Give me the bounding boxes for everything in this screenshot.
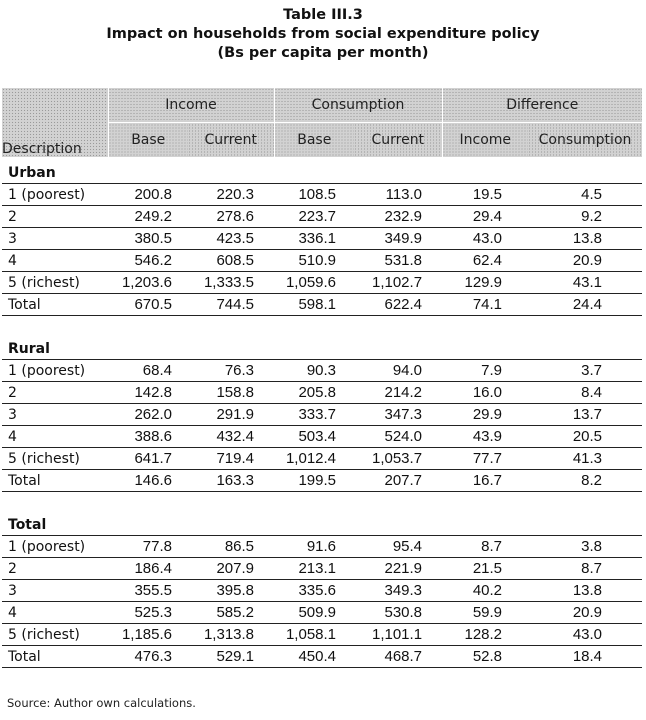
value-cell: 205.8 — [274, 382, 354, 404]
table-row — [2, 294, 642, 316]
value-cell: 128.2 — [442, 624, 528, 646]
value-cell: 221.9 — [354, 558, 442, 580]
value-cell: 142.8 — [108, 382, 188, 404]
value-cell: 450.4 — [274, 646, 354, 668]
value-cell: 68.4 — [108, 360, 188, 382]
header-income: Income — [108, 88, 274, 123]
row-label: 4 — [2, 250, 108, 272]
value-cell: 77.7 — [442, 448, 528, 470]
value-cell: 7.9 — [442, 360, 528, 382]
value-cell: 20.9 — [528, 602, 642, 624]
table-row — [2, 184, 642, 206]
value-cell: 744.5 — [188, 294, 274, 316]
value-cell: 503.4 — [274, 426, 354, 448]
spacer-cell — [2, 316, 642, 334]
row-label: 5 (richest) — [2, 272, 108, 294]
value-cell: 220.3 — [188, 184, 274, 206]
value-cell: 199.5 — [274, 470, 354, 492]
row-label: 2 — [2, 206, 108, 228]
row-label: 3 — [2, 404, 108, 426]
table-row — [2, 558, 642, 580]
value-cell: 355.5 — [108, 580, 188, 602]
value-cell: 4.5 — [528, 184, 642, 206]
table-row — [2, 272, 642, 294]
value-cell: 59.9 — [442, 602, 528, 624]
value-cell: 43.1 — [528, 272, 642, 294]
table-row — [2, 646, 642, 668]
value-cell: 76.3 — [188, 360, 274, 382]
header-difference-income: Income — [442, 123, 528, 158]
row-label: 1 (poorest) — [2, 360, 108, 382]
value-cell: 86.5 — [188, 536, 274, 558]
table-row — [2, 580, 642, 602]
value-cell: 3.8 — [528, 536, 642, 558]
row-label: Total — [2, 470, 108, 492]
value-cell: 29.4 — [442, 206, 528, 228]
value-cell: 16.7 — [442, 470, 528, 492]
value-cell: 423.5 — [188, 228, 274, 250]
value-cell: 249.2 — [108, 206, 188, 228]
value-cell: 91.6 — [274, 536, 354, 558]
value-cell: 232.9 — [354, 206, 442, 228]
row-label: 2 — [2, 382, 108, 404]
section-header-row — [2, 509, 642, 536]
value-cell: 510.9 — [274, 250, 354, 272]
value-cell: 200.8 — [108, 184, 188, 206]
value-cell: 509.9 — [274, 602, 354, 624]
value-cell: 8.7 — [528, 558, 642, 580]
value-cell: 146.6 — [108, 470, 188, 492]
source-note: Source: Author own calculations. — [7, 696, 196, 710]
value-cell: 18.4 — [528, 646, 642, 668]
value-cell: 531.8 — [354, 250, 442, 272]
value-cell: 207.9 — [188, 558, 274, 580]
section-spacer — [2, 316, 642, 334]
value-cell: 108.5 — [274, 184, 354, 206]
value-cell: 1,058.1 — [274, 624, 354, 646]
data-table — [2, 88, 642, 668]
value-cell: 262.0 — [108, 404, 188, 426]
value-cell: 291.9 — [188, 404, 274, 426]
section-header-row — [2, 333, 642, 360]
section-title: Urban — [2, 157, 642, 184]
value-cell: 213.1 — [274, 558, 354, 580]
value-cell: 380.5 — [108, 228, 188, 250]
table-row — [2, 602, 642, 624]
value-cell: 8.7 — [442, 536, 528, 558]
value-cell: 20.5 — [528, 426, 642, 448]
section-title: Rural — [2, 333, 642, 360]
value-cell: 349.3 — [354, 580, 442, 602]
row-label: 1 (poorest) — [2, 536, 108, 558]
value-cell: 641.7 — [108, 448, 188, 470]
table-row — [2, 250, 642, 272]
value-cell: 1,313.8 — [188, 624, 274, 646]
row-label: 3 — [2, 228, 108, 250]
value-cell: 8.2 — [528, 470, 642, 492]
header-difference: Difference — [442, 88, 642, 123]
value-cell: 40.2 — [442, 580, 528, 602]
value-cell: 1,059.6 — [274, 272, 354, 294]
value-cell: 62.4 — [442, 250, 528, 272]
value-cell: 388.6 — [108, 426, 188, 448]
value-cell: 1,185.6 — [108, 624, 188, 646]
value-cell: 95.4 — [354, 536, 442, 558]
value-cell: 74.1 — [442, 294, 528, 316]
value-cell: 336.1 — [274, 228, 354, 250]
value-cell: 333.7 — [274, 404, 354, 426]
value-cell: 1,053.7 — [354, 448, 442, 470]
value-cell: 13.8 — [528, 228, 642, 250]
row-label: Total — [2, 294, 108, 316]
table-title: Impact on households from social expenditure policy — [106, 26, 540, 42]
value-cell: 622.4 — [354, 294, 442, 316]
value-cell: 24.4 — [528, 294, 642, 316]
value-cell: 468.7 — [354, 646, 442, 668]
value-cell: 223.7 — [274, 206, 354, 228]
row-label: 4 — [2, 602, 108, 624]
value-cell: 395.8 — [188, 580, 274, 602]
row-label: Total — [2, 646, 108, 668]
table-title-block — [0, 6, 646, 63]
value-cell: 524.0 — [354, 426, 442, 448]
row-label: 2 — [2, 558, 108, 580]
value-cell: 13.8 — [528, 580, 642, 602]
value-cell: 19.5 — [442, 184, 528, 206]
row-label: 1 (poorest) — [2, 184, 108, 206]
value-cell: 585.2 — [188, 602, 274, 624]
value-cell: 43.0 — [442, 228, 528, 250]
table-row — [2, 624, 642, 646]
row-label: 5 (richest) — [2, 448, 108, 470]
table-body — [2, 157, 642, 668]
header-consumption-current: Current — [354, 123, 442, 158]
header-description: Description — [2, 88, 108, 157]
value-cell: 8.4 — [528, 382, 642, 404]
row-label: 4 — [2, 426, 108, 448]
table-row — [2, 228, 642, 250]
value-cell: 1,012.4 — [274, 448, 354, 470]
table-row — [2, 448, 642, 470]
value-cell: 719.4 — [188, 448, 274, 470]
header-income-current: Current — [188, 123, 274, 158]
header-consumption-base: Base — [274, 123, 354, 158]
value-cell: 20.9 — [528, 250, 642, 272]
value-cell: 529.1 — [188, 646, 274, 668]
value-cell: 1,203.6 — [108, 272, 188, 294]
row-label: 5 (richest) — [2, 624, 108, 646]
value-cell: 1,101.1 — [354, 624, 442, 646]
header-income-base: Base — [108, 123, 188, 158]
value-cell: 43.9 — [442, 426, 528, 448]
value-cell: 90.3 — [274, 360, 354, 382]
value-cell: 158.8 — [188, 382, 274, 404]
value-cell: 349.9 — [354, 228, 442, 250]
section-header-row — [2, 157, 642, 184]
value-cell: 13.7 — [528, 404, 642, 426]
value-cell: 476.3 — [108, 646, 188, 668]
value-cell: 432.4 — [188, 426, 274, 448]
table-row — [2, 470, 642, 492]
header-consumption: Consumption — [274, 88, 442, 123]
table-row — [2, 536, 642, 558]
section-title: Total — [2, 509, 642, 536]
value-cell: 186.4 — [108, 558, 188, 580]
value-cell: 16.0 — [442, 382, 528, 404]
value-cell: 608.5 — [188, 250, 274, 272]
value-cell: 41.3 — [528, 448, 642, 470]
value-cell: 113.0 — [354, 184, 442, 206]
value-cell: 52.8 — [442, 646, 528, 668]
value-cell: 129.9 — [442, 272, 528, 294]
section-spacer — [2, 492, 642, 510]
table-row — [2, 206, 642, 228]
value-cell: 207.7 — [354, 470, 442, 492]
value-cell: 214.2 — [354, 382, 442, 404]
value-cell: 335.6 — [274, 580, 354, 602]
value-cell: 94.0 — [354, 360, 442, 382]
table-number: Table III.3 — [283, 7, 363, 23]
value-cell: 163.3 — [188, 470, 274, 492]
value-cell: 670.5 — [108, 294, 188, 316]
table-row — [2, 360, 642, 382]
value-cell: 9.2 — [528, 206, 642, 228]
value-cell: 77.8 — [108, 536, 188, 558]
value-cell: 525.3 — [108, 602, 188, 624]
value-cell: 1,102.7 — [354, 272, 442, 294]
value-cell: 21.5 — [442, 558, 528, 580]
value-cell: 546.2 — [108, 250, 188, 272]
value-cell: 598.1 — [274, 294, 354, 316]
header-difference-consumption: Consumption — [528, 123, 642, 158]
value-cell: 530.8 — [354, 602, 442, 624]
value-cell: 278.6 — [188, 206, 274, 228]
value-cell: 347.3 — [354, 404, 442, 426]
table-row — [2, 404, 642, 426]
value-cell: 3.7 — [528, 360, 642, 382]
table-row — [2, 382, 642, 404]
table-units: (Bs per capita per month) — [217, 45, 429, 61]
value-cell: 43.0 — [528, 624, 642, 646]
value-cell: 29.9 — [442, 404, 528, 426]
value-cell: 1,333.5 — [188, 272, 274, 294]
row-label: 3 — [2, 580, 108, 602]
table-row — [2, 426, 642, 448]
spacer-cell — [2, 492, 642, 510]
